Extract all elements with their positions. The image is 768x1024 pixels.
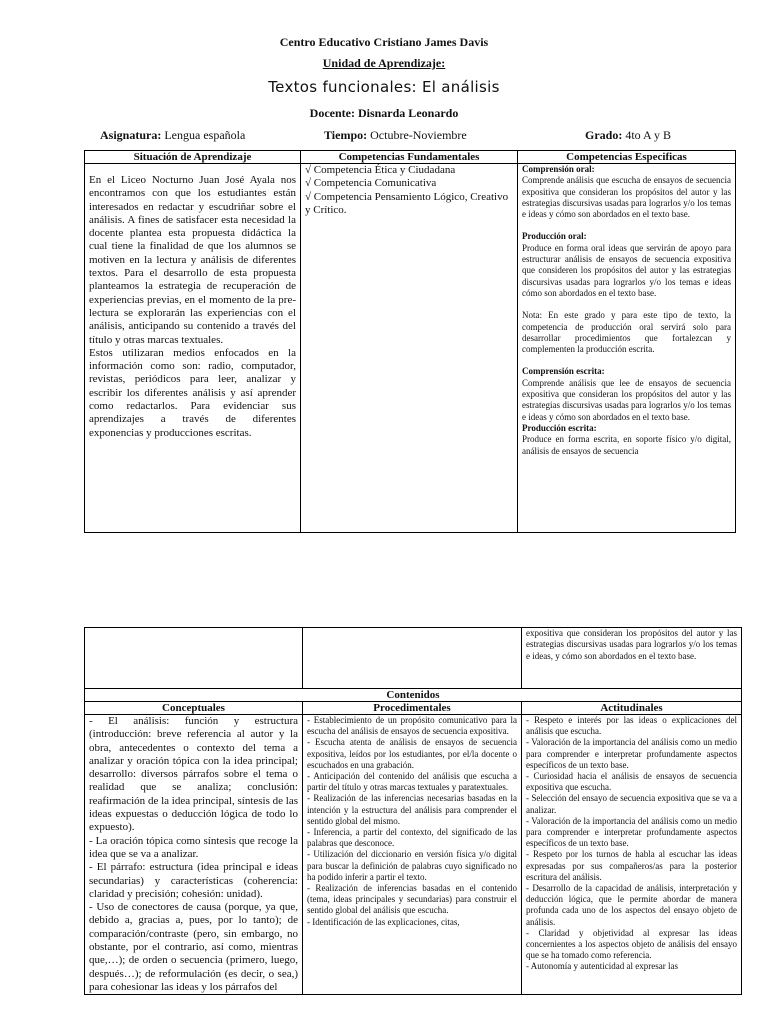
subject-info (100, 128, 245, 143)
written-comprehension-text: Comprende análisis que lee de ensayos de secuencia expositiva que consideran los propósitos del autor y las estrategias discursivas usadas para lograrlos y/o los temas e ideas y cómo son abordados en el texto base. (522, 377, 731, 422)
list-item: - Desarrollo de la capacidad de análisis, interpretación y deducción lógica, que le permite abordar de manera profunda cada uno de los aspectos del ensayo objeto de análisis. (526, 883, 737, 927)
list-item: - Curiosidad hacia el análisis de ensayos de secuencia expositiva que escucha. (526, 771, 737, 793)
written-production-heading: Producción escrita: (522, 422, 597, 433)
time-value: Octubre-Noviembre (367, 128, 467, 142)
competencies-header-row (85, 151, 736, 164)
time-label: Tiempo: (324, 128, 368, 142)
oral-production-text: Produce en forma oral ideas que servirán de apoyo para estructurar análisis de ensayos de secuencia expositiva que consideren los propósitos del autor y las estrategias discursivas usadas para lograrlos y/o los temas e ideas cómo son abordados en el texto base. (522, 242, 731, 298)
list-item: - Realización de las inferencias necesarias basadas en la intención y la estructura del análisis para comprender el sentido global del mismo. (307, 793, 517, 826)
list-item: - Valoración de la importancia del análisis como un medio para comprender e interpretar profundamente aspectos específicos de un texto base. (526, 737, 737, 770)
list-item: - Uso de conectores de causa (porque, ya que, debido a, gracias a, pues, por lo tanto); de comparación/contraste (pero, sin embargo, no obstante, por el contrario, así como, mientras que,…); de orden o secuencia (primero, luego, después…); de reformulación (es decir, o sea,) para cohesionar las ideas y los párrafos del (89, 901, 298, 993)
list-item: - Claridad y objetividad al expresar las ideas concernientes a los aspectos objeto de análisis del ensayo que se ha tomado como referencia. (526, 927, 737, 961)
list-item: - Realización de inferencias basadas en el contenido (tema, ideas principales y secundarias) para construir el sentido global del análisis que escucha. (307, 883, 517, 916)
list-item: - Identificación de las explicaciones, citas, (307, 916, 460, 927)
time-info (324, 128, 467, 143)
oral-comprehension-text: Comprende análisis que escucha de ensayos de secuencia expositiva que consideran los propósitos del autor y las estrategias discursivas usadas para lograrlos y/o los temas e ideas y cómo son abordados en el texto base. (522, 175, 731, 220)
document-title: Textos funcionales: El análisis (268, 78, 500, 96)
list-item: - Inferencia, a partir del contexto, del significado de las palabras que desconoce. (307, 827, 517, 849)
grade-info (585, 128, 671, 143)
header-situation: Situación de Aprendizaje (85, 151, 301, 164)
teacher-line: Docente: Disnarda Leonardo (309, 106, 459, 120)
continuation-empty-1 (85, 628, 303, 689)
subject-label: Asignatura: (100, 128, 162, 142)
situation-paragraph-2: Estos utilizaran medios enfocados en la información como son: radio, computador, revistas, periódicos para leer, analizar y escribir los diferentes análisis y así aprender como redactarlos. Para evidenciar sus aprendizajes a través de diferentes exponencias y producciones escritas. (89, 346, 296, 439)
list-item: - Valoración de la importancia del análisis como un medio para comprender e interpretar profundamente aspectos específicos de un texto base. (526, 815, 737, 849)
list-item: - Utilización del diccionario en versión física y/o digital para buscar la definición de palabras cuyo significado no ha podido inferir a partir el texto. (307, 849, 517, 882)
continuation-empty-2 (303, 628, 522, 689)
written-production-text: Produce en forma escrita, en soporte físico y/o digital, análisis de ensayos de secuencia (522, 434, 731, 456)
grade-value: 4to A y B (622, 128, 672, 142)
list-item: - La oración tópica como síntesis que recoge la idea que se va a analizar. (89, 834, 298, 860)
school-name: Centro Educativo Cristiano James Davis (279, 35, 489, 49)
contents-title: Contenidos (85, 689, 742, 702)
competency-ethics: √ Competencia Ética y Ciudadana (305, 164, 456, 176)
header-fundamental: Competencias Fundamentales (301, 151, 518, 164)
list-item: - Anticipación del contenido del análisis que escucha a partir del título y otras marcas textuales y paratextuales. (307, 771, 517, 793)
list-item: - Escucha atenta de análisis de ensayos de secuencia expositiva, leídos por los estudiantes, por el/la docente o escuchados en una grabación. (307, 737, 517, 770)
fundamental-cell (301, 164, 518, 533)
competency-logical: √ Competencia Pensamiento Lógico, Creativo y Crítico. (305, 190, 509, 216)
oral-production-heading: Producción oral: (522, 231, 587, 242)
list-item: - Respeto por los turnos de habla al escuchar las ideas expresadas por sus compañeros/as para la posterior escritura del análisis. (526, 849, 737, 882)
contents-header-row (85, 702, 742, 715)
conceptual-cell (85, 715, 303, 995)
list-item: - Selección del ensayo de secuencia expositiva que se va a analizar. (526, 793, 737, 815)
note-text: Nota: En este grado y para este tipo de texto, la competencia de producción oral servirá solo para desarrollar procedimientos que fortalezcan y complementen la producción escrita. (522, 310, 731, 355)
situation-paragraph: En el Liceo Nocturno Juan José Ayala nos encontramos con que los estudiantes están interesados en redactar y escudriñar sobre el análisis. A fines de satisfacer esta necesidad la docente plantea esta propuesta didáctica la cual tiene la finalidad de que los alumnos se motiven en la lectura y análisis de diferentes textos. Para el desarrollo de esta propuesta planteamos la estrategia de recuperación de experiencias previas, en el momento de la pre-lectura se explorarán las experiencias con el análisis, anticipando su contenido a través del título y otras marcas textuales. (89, 174, 296, 346)
unit-heading: Unidad de Aprendizaje: (322, 56, 446, 70)
attitudinal-cell (522, 715, 742, 995)
contents-body-row (85, 715, 742, 995)
list-item: - El análisis: función y estructura (introducción: breve referencia al autor y la obra, antecedentes o contexto del tema a analizar y oración tópica con la idea principal; desarrollo: diversos párrafos sobre el tema o realidad que se analiza; conclusión: reafirmación de la idea principal, síntesis de las ideas expuestas o deducción lógica de todo lo expuesto). (89, 715, 298, 834)
written-comprehension-heading: Comprensión escrita: (522, 366, 605, 377)
header-specific: Competencias Especificas (518, 151, 736, 164)
list-item: - Establecimiento de un propósito comunicativo para la escucha del análisis de ensayos de secuencia expositiva. (307, 715, 517, 737)
competencies-table (84, 150, 736, 533)
list-item: - Respeto e interés por las ideas o explicaciones del análisis que escucha. (526, 715, 737, 737)
competency-communicative: √ Competencia Comunicativa (305, 177, 437, 190)
contents-title-row (85, 689, 742, 702)
oral-comprehension-heading: Comprensión oral: (522, 164, 595, 174)
header-attitudinal: Actitudinales (522, 702, 742, 715)
list-item: - Autonomía y autenticidad al expresar las (526, 961, 678, 972)
subject-value: Lengua española (161, 128, 246, 142)
procedural-cell (303, 715, 522, 995)
situation-cell (85, 164, 301, 533)
specific-cell (518, 164, 736, 533)
continuation-row (85, 628, 742, 689)
competencies-body-row (85, 164, 736, 533)
contents-table (84, 627, 742, 995)
continuation-text: expositiva que consideran los propósitos del autor y las estrategias discursivas usadas para lograrlos y/o los temas e ideas, y cómo son abordados en el texto base. (522, 628, 742, 689)
header-conceptual: Conceptuales (85, 702, 303, 715)
grade-label: Grado: (585, 128, 623, 142)
header-procedural: Procedimentales (303, 702, 522, 715)
list-item: - El párrafo: estructura (idea principal e ideas secundarias) y características (coherencia: claridad y precisión; cohesión: unidad). (89, 861, 298, 900)
